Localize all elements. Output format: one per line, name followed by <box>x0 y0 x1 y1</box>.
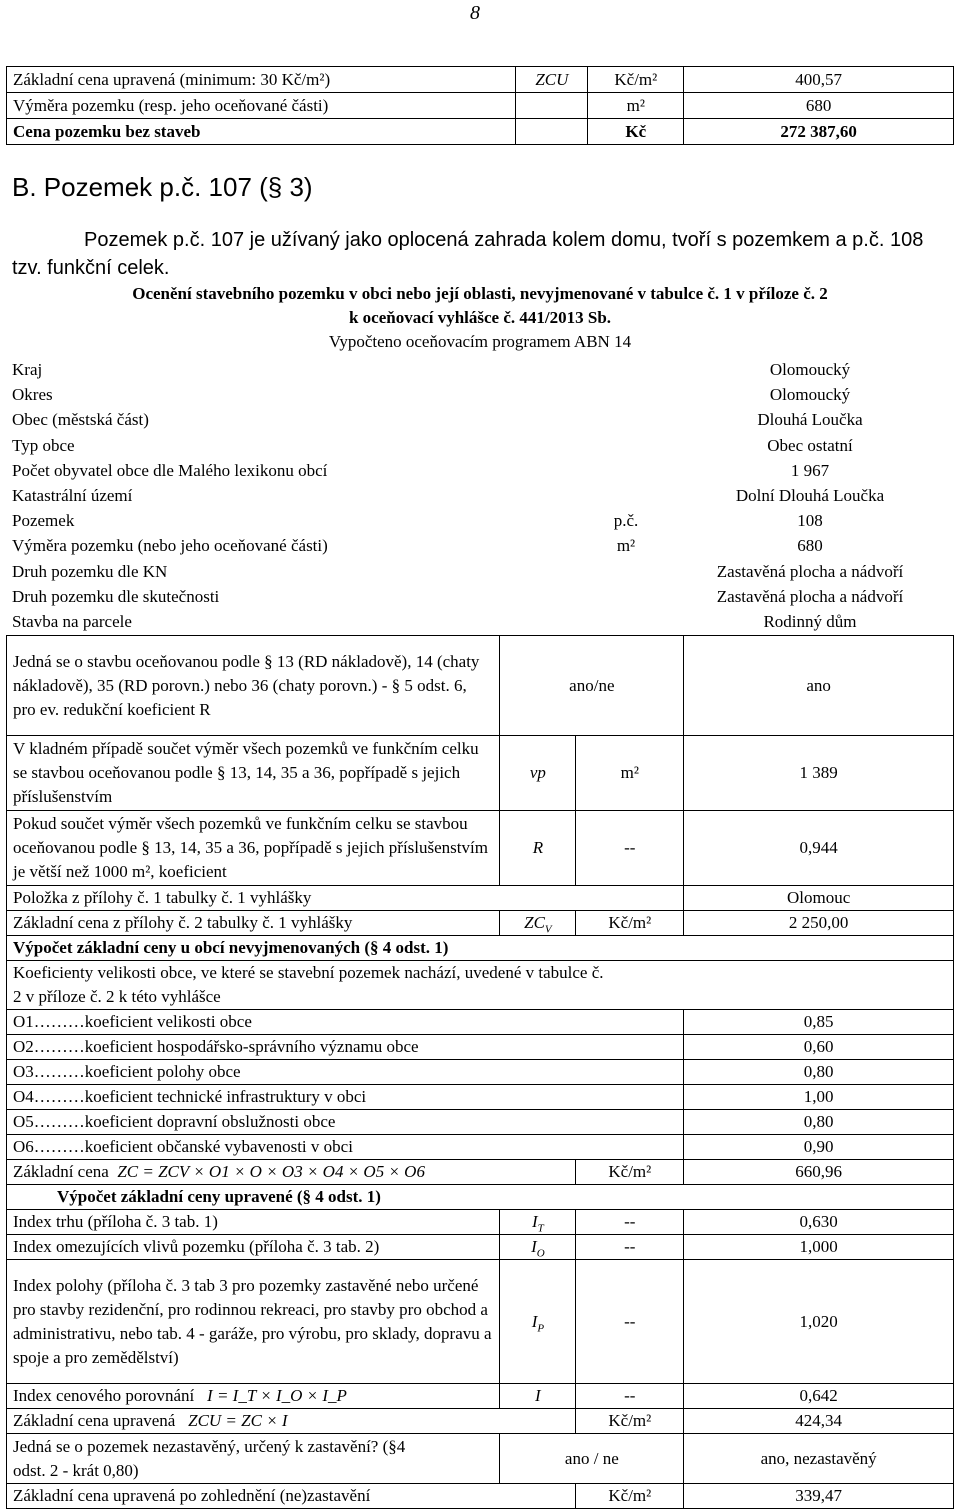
table-row <box>7 636 954 736</box>
sum-value: 1 389 <box>684 736 954 811</box>
index-symbol <box>500 1210 576 1235</box>
coef-label: O2………koeficient hospodářsko-správního významu obce <box>7 1035 684 1060</box>
table-row <box>7 1484 954 1509</box>
icp-unit: -- <box>576 1384 684 1409</box>
table-row <box>7 1409 954 1434</box>
info-label: Stavba na parcele <box>12 612 132 632</box>
table-row <box>7 1160 954 1185</box>
info-label: Výměra pozemku (nebo jeho oceňované části) <box>12 536 328 556</box>
info-label: Počet obyvatel obce dle Malého lexikonu obcí <box>12 460 328 480</box>
zc-label <box>7 1160 576 1185</box>
table-row <box>7 1434 954 1484</box>
zcv-label: Základní cena z přílohy č. 2 tabulky č. 1 vyhlášky <box>7 911 500 936</box>
info-value: Olomoucký <box>769 385 851 405</box>
r-value: 0,944 <box>684 811 954 886</box>
coef-text: koeficient dopravní obslužnosti obce <box>84 1112 336 1131</box>
table-row <box>6 433 954 458</box>
coef-code: O3 <box>13 1062 34 1081</box>
coef-value: 0,80 <box>684 1060 954 1085</box>
row-value: 680 <box>684 93 954 119</box>
info-label: Druh pozemku dle skutečnosti <box>12 586 220 606</box>
row-symbol <box>516 93 588 119</box>
zcu-value: 424,34 <box>684 1409 954 1434</box>
index-unit: -- <box>576 1210 684 1235</box>
info-value: Dlouhá Loučka <box>757 410 863 430</box>
coef-text: koeficient občanské vybavenosti v obci <box>84 1137 353 1156</box>
description-paragraph <box>12 226 952 282</box>
coef-value: 0,60 <box>684 1035 954 1060</box>
table-row <box>7 67 954 93</box>
program-subheading: Vypočteno oceňovacím programem ABN 14 <box>328 332 632 351</box>
coef-value: 0,90 <box>684 1135 954 1160</box>
index-unit: -- <box>576 1260 684 1384</box>
item-value: Olomouc <box>684 886 954 911</box>
table-row <box>7 961 954 1010</box>
coef-row <box>7 1035 954 1060</box>
row-unit: Kč/m² <box>588 67 684 93</box>
top-summary-table <box>6 66 954 145</box>
info-value: Dolní Dlouhá Loučka <box>735 486 885 506</box>
sum-symbol: vp <box>500 736 576 811</box>
coef-row <box>7 1110 954 1135</box>
coef-value: 0,85 <box>684 1010 954 1035</box>
info-label: Kraj <box>12 360 43 379</box>
coef-label: O1………koeficient velikosti obce <box>7 1010 684 1035</box>
table-row <box>7 119 954 145</box>
valuation-heading-line2: k oceňovací vyhlášce č. 441/2013 Sb. <box>348 308 612 327</box>
index-subscript: O <box>536 1247 545 1260</box>
row-value: 400,57 <box>684 67 954 93</box>
unbuilt-choice: ano / ne <box>500 1434 684 1484</box>
info-mid <box>586 609 666 634</box>
table-row <box>7 1384 954 1409</box>
coef-code: O2 <box>13 1037 34 1056</box>
coef-label: O6………koeficient občanské vybavenosti v obci <box>7 1135 684 1160</box>
sum-label: V kladném případě součet výměr všech pozemků ve funkčním celku se stavbou oceňovanou podle § 13, 14, 35 a 36, popřípadě s jejich příslušenstvím <box>7 736 500 811</box>
icp-label-text: Index cenového porovnání <box>13 1386 195 1405</box>
zcv-subscript: V <box>544 923 552 936</box>
index-unit: -- <box>576 1235 684 1260</box>
info-value: Obec ostatní <box>767 435 853 455</box>
table-row <box>7 736 954 811</box>
row-label: Cena pozemku bez staveb <box>7 119 516 145</box>
info-label: Katastrální území <box>12 486 133 506</box>
index-symbol <box>500 1260 576 1384</box>
coef-row <box>7 1060 954 1085</box>
table-row <box>7 93 954 119</box>
info-label: Druh pozemku dle KN <box>12 561 168 581</box>
info-value: Olomoucký <box>769 360 851 379</box>
info-mid: p.č. <box>613 511 639 531</box>
row-value: 272 387,60 <box>684 119 954 145</box>
coef-text: koeficient technické infrastruktury v obci <box>84 1087 367 1106</box>
table-row <box>6 382 954 407</box>
item-label: Položka z přílohy č. 1 tabulky č. 1 vyhlášky <box>7 886 684 911</box>
final-value: 339,47 <box>684 1484 954 1509</box>
unbuilt-value: ano, nezastavěný <box>684 1434 954 1484</box>
info-mid <box>586 458 666 483</box>
info-mid <box>586 407 666 432</box>
page-number: 8 <box>470 2 480 24</box>
index-symbol <box>500 1235 576 1260</box>
index-symbol-text: I <box>531 1212 538 1231</box>
table-row <box>7 886 954 911</box>
coef-code: O6 <box>13 1137 34 1156</box>
table-row <box>6 508 954 533</box>
section-title: B. Pozemek p.č. 107 (§ 3) <box>12 172 313 202</box>
info-mid <box>586 559 666 584</box>
coef-code: O1 <box>13 1012 34 1031</box>
row-unit: Kč <box>588 119 684 145</box>
index-value: 1,000 <box>684 1235 954 1260</box>
index-row <box>7 1235 954 1260</box>
zc-label-text: Základní cena <box>13 1162 109 1181</box>
coef-value: 1,00 <box>684 1085 954 1110</box>
coef-label: O4………koeficient technické infrastruktury v obci <box>7 1085 684 1110</box>
coef-row <box>7 1085 954 1110</box>
row-label: Výměra pozemku (resp. jeho oceňované části) <box>7 93 516 119</box>
adj-heading: Výpočet základní ceny upravené (§ 4 odst. 1) <box>7 1185 954 1210</box>
zcu-label <box>7 1409 576 1434</box>
zc-formula: ZC = ZCV × O1 × O × O3 × O4 × O5 × O6 <box>117 1162 425 1181</box>
row-unit: m² <box>588 93 684 119</box>
info-mid <box>586 483 666 508</box>
zcv-unit: Kč/m² <box>576 911 684 936</box>
index-row <box>7 1260 954 1384</box>
r-symbol: R <box>500 811 576 886</box>
table-row <box>6 559 954 584</box>
zcv-value: 2 250,00 <box>684 911 954 936</box>
info-value: 108 <box>797 511 823 531</box>
reduction-choice: ano/ne <box>500 636 684 736</box>
coef-row <box>7 1135 954 1160</box>
index-subscript: T <box>537 1222 544 1235</box>
table-row <box>6 458 954 483</box>
table-row <box>6 483 954 508</box>
r-label: Pokud součet výměr všech pozemků ve funkčním celku se stavbou oceňovanou podle § 13, 14, 35 a 36, popřípadě s jejich příslušenstvím je větší než 1000 m², koeficient <box>7 811 500 886</box>
coef-label: O3………koeficient polohy obce <box>7 1060 684 1085</box>
info-mid <box>586 433 666 458</box>
calc-heading: Výpočet základní ceny u obcí nevyjmenovaných (§ 4 odst. 1) <box>7 936 954 961</box>
info-value: 680 <box>797 536 823 556</box>
zc-value: 660,96 <box>684 1160 954 1185</box>
index-label: Index trhu (příloha č. 3 tab. 1) <box>7 1210 500 1235</box>
zcu-unit: Kč/m² <box>576 1409 684 1434</box>
zcv-symbol-text: ZC <box>524 913 545 932</box>
coef-text: koeficient velikosti obce <box>84 1012 252 1031</box>
table-row <box>6 584 954 609</box>
index-row <box>7 1210 954 1235</box>
index-value: 0,630 <box>684 1210 954 1235</box>
index-label: Index omezujících vlivů pozemku (příloha č. 3 tab. 2) <box>7 1235 500 1260</box>
valuation-heading-line1: Ocenění stavebního pozemku v obci nebo její oblasti, nevyjmenované v tabulce č. 1 v příloze č. 2 <box>132 284 828 303</box>
zc-unit: Kč/m² <box>576 1160 684 1185</box>
icp-symbol: I <box>500 1384 576 1409</box>
row-symbol <box>516 119 588 145</box>
info-mid: m² <box>616 536 636 556</box>
icp-formula: I = I_T × I_O × I_P <box>207 1386 347 1405</box>
index-symbol-text: I <box>531 1237 537 1256</box>
table-row <box>7 911 954 936</box>
table-row <box>7 811 954 886</box>
final-unit: Kč/m² <box>576 1484 684 1509</box>
info-label: Obec (městská část) <box>12 410 149 430</box>
info-value: Zastavěná plocha a nádvoří <box>716 586 904 606</box>
index-subscript: P <box>537 1321 545 1334</box>
info-label: Typ obce <box>12 435 75 455</box>
zcu-label-text: Základní cena upravená <box>13 1411 176 1430</box>
index-label: Index polohy (příloha č. 3 tab 3 pro pozemky zastavěné nebo určené pro stavby rezidenční, pro rodinnou rekreaci, pro stavby pro obchod a administrativu, nebo tab. 4 - garáže, pro výrobu, pro sklady, dopravu a spoje a pro zemědělství) <box>7 1260 500 1384</box>
info-mid <box>586 382 666 407</box>
coef-value: 0,80 <box>684 1110 954 1135</box>
info-mid <box>586 357 666 382</box>
coef-row <box>7 1010 954 1035</box>
calculation-table <box>6 635 954 1509</box>
index-symbol-text: I <box>531 1311 538 1331</box>
paragraph-text: Pozemek p.č. 107 je užívaný jako oplocená zahrada kolem domu, tvoří s pozemkem a p.č. 108 tzv. funkční celek. <box>12 229 924 279</box>
coef-code: O5 <box>13 1112 34 1131</box>
r-unit: -- <box>576 811 684 886</box>
table-row <box>6 407 954 432</box>
table-row <box>7 1185 954 1210</box>
unbuilt-label: Jedná se o pozemek nezastavěný, určený k zastavění? (§4 odst. 2 - krát 0,80) <box>7 1434 500 1484</box>
coef-code: O4 <box>13 1087 34 1106</box>
row-label: Základní cena upravená (minimum: 30 Kč/m²) <box>7 67 516 93</box>
reduction-label: Jedná se o stavbu oceňovanou podle § 13 (RD nákladově), 14 (chaty nákladově), 35 (RD porovn.) nebo 36 (chaty porovn.) - § 5 odst. 6, pro ev. redukční koeficient R <box>7 636 500 736</box>
info-value: Zastavěná plocha a nádvoří <box>716 561 904 581</box>
icp-value: 0,642 <box>684 1384 954 1409</box>
info-value: 1 967 <box>790 460 830 480</box>
coef-label: O5………koeficient dopravní obslužnosti obce <box>7 1110 684 1135</box>
icp-label <box>7 1384 500 1409</box>
final-label: Základní cena upravená po zohlednění (ne)zastavění <box>7 1484 576 1509</box>
zcu-formula: ZCU = ZC × I <box>188 1411 288 1430</box>
info-mid <box>586 584 666 609</box>
index-value: 1,020 <box>684 1260 954 1384</box>
info-label: Okres <box>12 385 53 405</box>
table-row <box>6 609 954 634</box>
table-row <box>6 357 954 382</box>
sum-unit: m² <box>576 736 684 811</box>
reduction-value: ano <box>684 636 954 736</box>
table-row <box>7 936 954 961</box>
info-value: Rodinný dům <box>763 612 857 632</box>
coef-text: koeficient polohy obce <box>84 1062 241 1081</box>
row-symbol: ZCU <box>516 67 588 93</box>
info-label: Pozemek <box>12 511 75 531</box>
table-row <box>6 533 954 558</box>
info-table <box>6 357 954 634</box>
zcv-symbol <box>500 911 576 936</box>
coef-text: koeficient hospodářsko-správního významu obce <box>84 1037 419 1056</box>
coef-intro: Koeficienty velikosti obce, ve které se stavební pozemek nachází, uvedené v tabulce č. 2 v příloze č. 2 k této vyhlášce <box>7 961 954 1010</box>
